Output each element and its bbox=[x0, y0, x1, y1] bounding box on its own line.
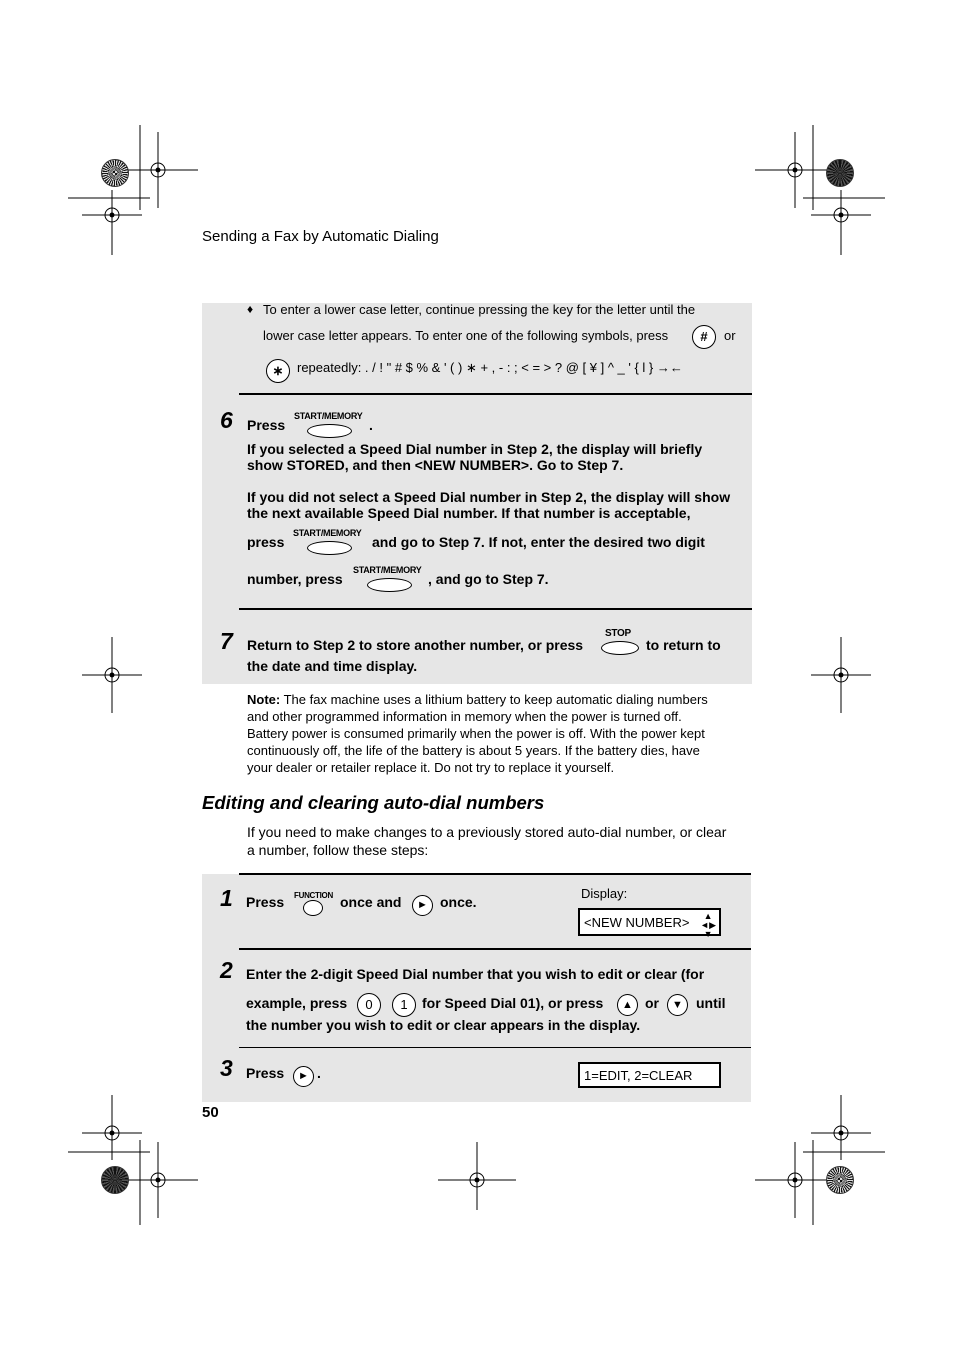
note bbox=[247, 691, 747, 776]
step-6-para2-line4a: number, press bbox=[247, 571, 343, 587]
function-key-icon bbox=[303, 900, 323, 916]
display-new-number bbox=[578, 908, 721, 939]
step-6-press: Press bbox=[247, 417, 286, 433]
step-6-number: 6 bbox=[220, 407, 233, 433]
color-target-top-right bbox=[826, 159, 854, 187]
divider bbox=[239, 608, 752, 610]
start-memory-key-label: START/MEMORY bbox=[353, 565, 422, 575]
stop-key-icon bbox=[601, 641, 639, 655]
star-key-icon: ∗ bbox=[266, 359, 290, 383]
note-line-1: The fax machine uses a lithium battery to keep automatic dialing numbers bbox=[283, 692, 708, 707]
divider bbox=[239, 948, 751, 950]
divider bbox=[239, 873, 751, 875]
step-6-para2-line2: the next available Speed Dial number. If that number is acceptable, bbox=[247, 505, 691, 521]
step-7-text-b: to return to bbox=[646, 637, 721, 653]
color-target-top-left bbox=[101, 159, 129, 187]
note-line-5: your dealer or retailer replace it. Do not try to replace it yourself. bbox=[247, 760, 615, 775]
step-7-text-c: the date and time display. bbox=[247, 658, 418, 674]
bullet-diamond: ♦ bbox=[247, 302, 254, 316]
step-6-para1-line2: show STORED, and then <NEW NUMBER>. Go to Step 7. bbox=[247, 457, 624, 473]
start-memory-key-icon bbox=[307, 541, 352, 555]
step-6-para2-line1: If you did not select a Speed Dial number in Step 2, the display will show bbox=[247, 489, 731, 505]
edit-step-3-press: Press bbox=[246, 1065, 285, 1081]
edit-step-2-or: or bbox=[645, 995, 659, 1011]
edit-step-2-line-2b: for Speed Dial 01), or press bbox=[422, 995, 604, 1011]
display-value: 1=EDIT, 2=CLEAR bbox=[584, 1068, 693, 1083]
function-key-label: FUNCTION bbox=[294, 891, 333, 900]
step-6-para1-line1: If you selected a Speed Dial number in Step 2, the display will briefly bbox=[247, 441, 703, 457]
edit-step-1-number: 1 bbox=[220, 885, 233, 911]
bullet-line-3: repeatedly: . / ! " # $ % & ' ( ) ∗ + , - : ; < = > ? @ [ ¥ ] ^ _ ' { l } →← bbox=[297, 360, 683, 375]
note-line-3: Battery power is consumed primarily when the power is off. With the power kept bbox=[247, 726, 705, 741]
right-arrow-key-icon: ► bbox=[412, 895, 433, 916]
bullet-line-1: To enter a lower case letter, continue pressing the key for the letter until the bbox=[263, 302, 696, 317]
display-edit-clear bbox=[578, 1062, 721, 1088]
edit-step-2-number: 2 bbox=[220, 957, 233, 983]
up-down-arrows-icon: ▲ ◄▶ ▼ bbox=[700, 911, 716, 939]
step-6-press-2: press bbox=[247, 534, 285, 550]
section-intro-line-1: If you need to make changes to a previously stored auto-dial number, or clear bbox=[247, 824, 727, 840]
page-number: 50 bbox=[202, 1104, 219, 1121]
step-6-para2-line4b: , and go to Step 7. bbox=[428, 571, 549, 587]
section-heading: Editing and clearing auto-dial numbers bbox=[202, 792, 545, 813]
start-memory-key-icon bbox=[367, 578, 412, 592]
edit-step-2-until: until bbox=[696, 995, 726, 1011]
key-1-icon: 1 bbox=[392, 993, 416, 1017]
start-memory-key-label: START/MEMORY bbox=[294, 411, 363, 421]
right-arrow-key-icon: ► bbox=[293, 1066, 314, 1087]
start-memory-key-label: START/MEMORY bbox=[293, 528, 362, 538]
step-7-text-a: Return to Step 2 to store another number, or press bbox=[247, 637, 584, 653]
edit-step-2-line-2a: example, press bbox=[246, 995, 348, 1011]
note-label: Note: bbox=[247, 692, 281, 707]
note-line-2: and other programmed information in memory when the power is turned off. bbox=[247, 709, 682, 724]
start-memory-key-icon bbox=[307, 424, 352, 438]
divider bbox=[239, 393, 752, 395]
edit-step-3-number: 3 bbox=[220, 1055, 233, 1081]
section-intro bbox=[247, 823, 726, 859]
stop-key-label: STOP bbox=[605, 628, 631, 639]
edit-step-1-once-and: once and bbox=[340, 894, 402, 910]
hash-key-icon: # bbox=[692, 325, 716, 349]
display-value: <NEW NUMBER> bbox=[584, 915, 690, 930]
bullet-or: or bbox=[724, 328, 736, 343]
page-header: Sending a Fax by Automatic Dialing bbox=[202, 228, 439, 245]
edit-step-1-press: Press bbox=[246, 894, 285, 910]
section-intro-line-2: a number, follow these steps: bbox=[247, 842, 429, 858]
step-6-dot: . bbox=[369, 417, 373, 433]
edit-step-1-once: once. bbox=[440, 894, 477, 910]
edit-step-2-line-1: Enter the 2-digit Speed Dial number that you wish to edit or clear (for bbox=[246, 966, 705, 982]
key-0-icon: 0 bbox=[357, 993, 381, 1017]
step-7-number: 7 bbox=[220, 628, 233, 654]
note-line-4: continuously off, the life of the battery is about 5 years. If the battery dies, have bbox=[247, 743, 700, 758]
down-arrow-key-icon: ▼ bbox=[667, 994, 688, 1016]
divider bbox=[239, 1047, 751, 1048]
edit-step-3-dot: . bbox=[317, 1065, 321, 1081]
edit-step-2-line-3: the number you wish to edit or clear appears in the display. bbox=[246, 1017, 641, 1033]
up-arrow-key-icon: ▲ bbox=[617, 994, 638, 1016]
display-label: Display: bbox=[581, 886, 628, 901]
bullet-line-2: lower case letter appears. To enter one of the following symbols, press bbox=[263, 328, 669, 343]
color-target-bottom-right bbox=[826, 1166, 854, 1194]
color-target-bottom-left bbox=[101, 1166, 129, 1194]
step-6-para2-line3: and go to Step 7. If not, enter the desired two digit bbox=[372, 534, 705, 550]
